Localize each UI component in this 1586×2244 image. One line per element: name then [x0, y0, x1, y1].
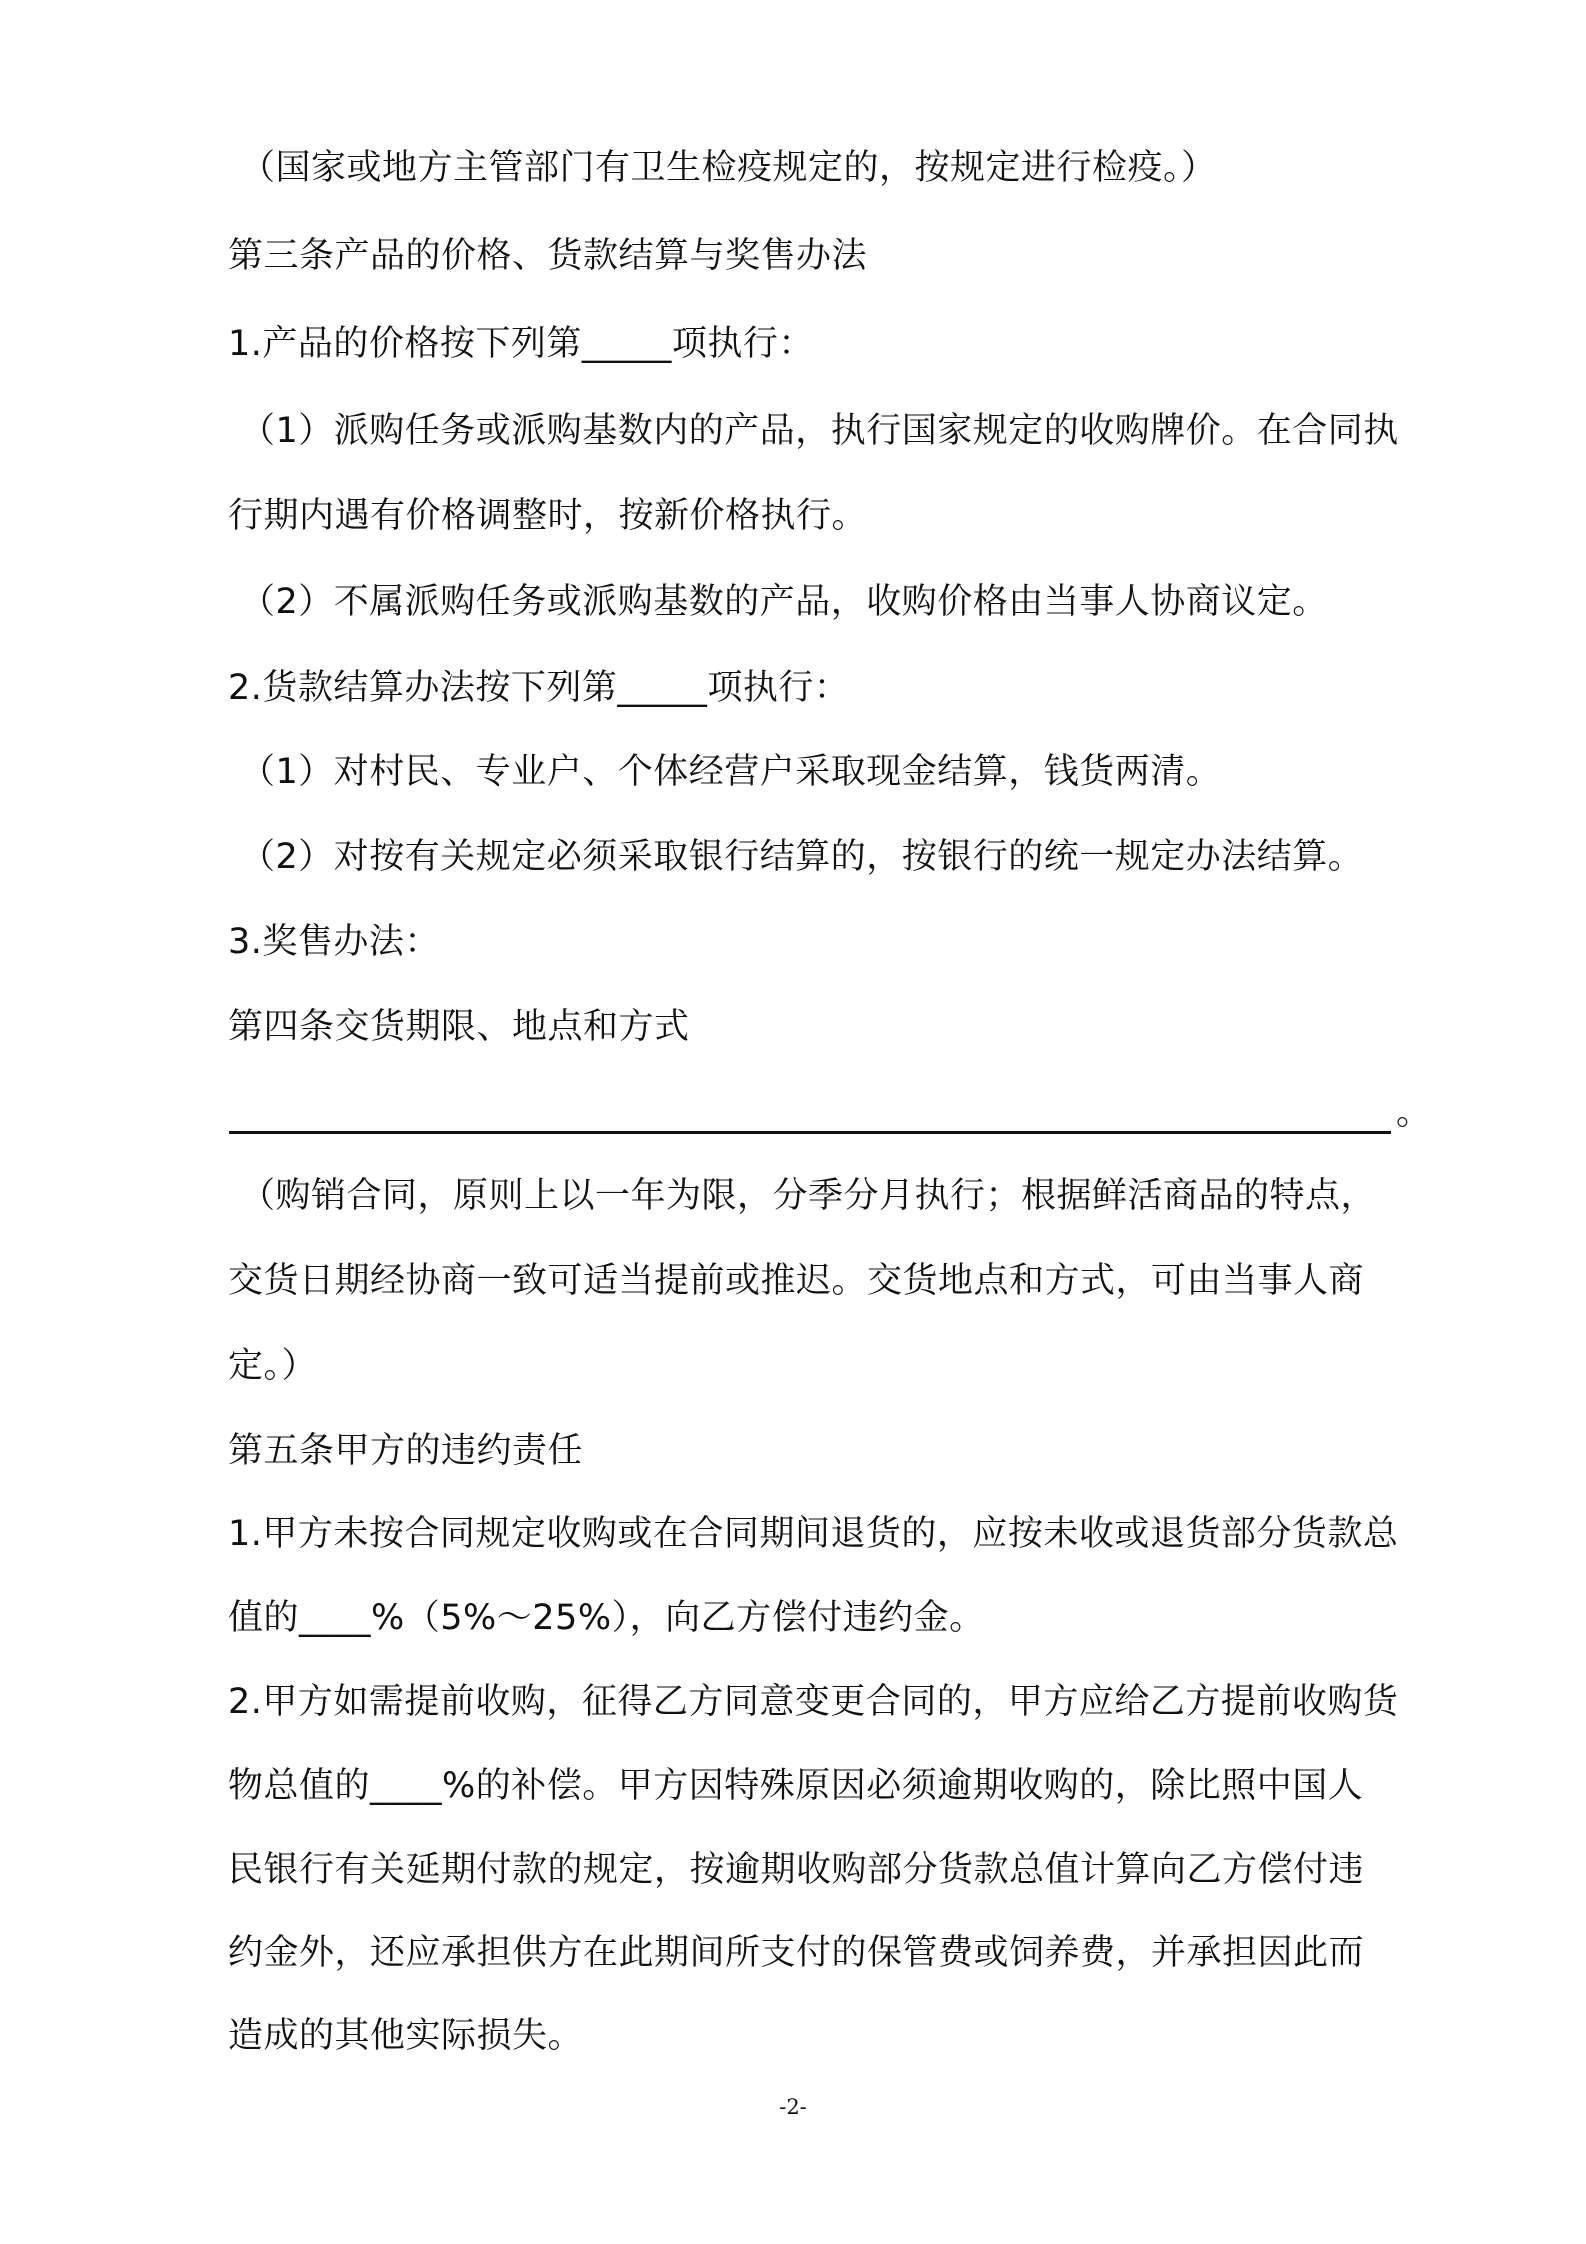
liability-clause-2-line-5: 造成的其他实际损失。	[228, 2016, 584, 2056]
article-5-heading: 第五条甲方的违约责任	[228, 1431, 584, 1471]
delivery-note-line-2: 交货日期经协商一致可适当提前或推迟。交货地点和方式，可由当事人商	[228, 1261, 1365, 1301]
quarantine-note: （国家或地方主管部门有卫生检疫规定的，按规定进行检疫。）	[240, 148, 1217, 188]
liability-clause-1-line-2: 值的____%（5%～25%），向乙方偿付违约金。	[228, 1598, 985, 1638]
payment-option-2: （2）对按有关规定必须采取银行结算的，按银行的统一规定办法结算。	[240, 837, 1364, 877]
payment-option-1: （1）对村民、专业户、个体经营户采取现金结算，钱货两清。	[240, 752, 1222, 792]
page-number: -2-	[779, 2095, 807, 2119]
payment-clause: 2.货款结算办法按下列第_____项执行：	[228, 668, 850, 708]
price-option-1-continued: 行期内遇有价格调整时，按新价格执行。	[228, 496, 868, 536]
reward-clause: 3.奖售办法：	[228, 922, 440, 962]
article-3-heading: 第三条产品的价格、货款结算与奖售办法	[228, 236, 868, 276]
delivery-fill-line	[229, 1131, 1391, 1134]
liability-clause-2-line-4: 约金外，还应承担供方在此期间所支付的保管费或饲养费，并承担因此而	[228, 1933, 1365, 1973]
price-option-1: （1）派购任务或派购基数内的产品，执行国家规定的收购牌价。在合同执	[240, 411, 1399, 451]
price-clause: 1.产品的价格按下列第_____项执行：	[228, 324, 814, 364]
liability-clause-2-line-1: 2.甲方如需提前收购，征得乙方同意变更合同的，甲方应给乙方提前收购货	[228, 1682, 1399, 1722]
fill-line-period: 。	[1396, 1093, 1432, 1133]
liability-clause-2-line-2: 物总值的____%的补偿。甲方因特殊原因必须逾期收购的，除比照中国人	[228, 1766, 1364, 1806]
delivery-note-line-1: （购销合同，原则上以一年为限，分季分月执行；根据鲜活商品的特点，	[240, 1176, 1377, 1216]
article-4-heading: 第四条交货期限、地点和方式	[228, 1007, 690, 1047]
delivery-note-line-3: 定。）	[228, 1346, 318, 1386]
liability-clause-1-line-1: 1.甲方未按合同规定收购或在合同期间退货的，应按未收或退货部分货款总	[228, 1514, 1399, 1554]
liability-clause-2-line-3: 民银行有关延期付款的规定，按逾期收购部分货款总值计算向乙方偿付违	[228, 1850, 1365, 1890]
price-option-2: （2）不属派购任务或派购基数的产品，收购价格由当事人协商议定。	[240, 582, 1328, 622]
